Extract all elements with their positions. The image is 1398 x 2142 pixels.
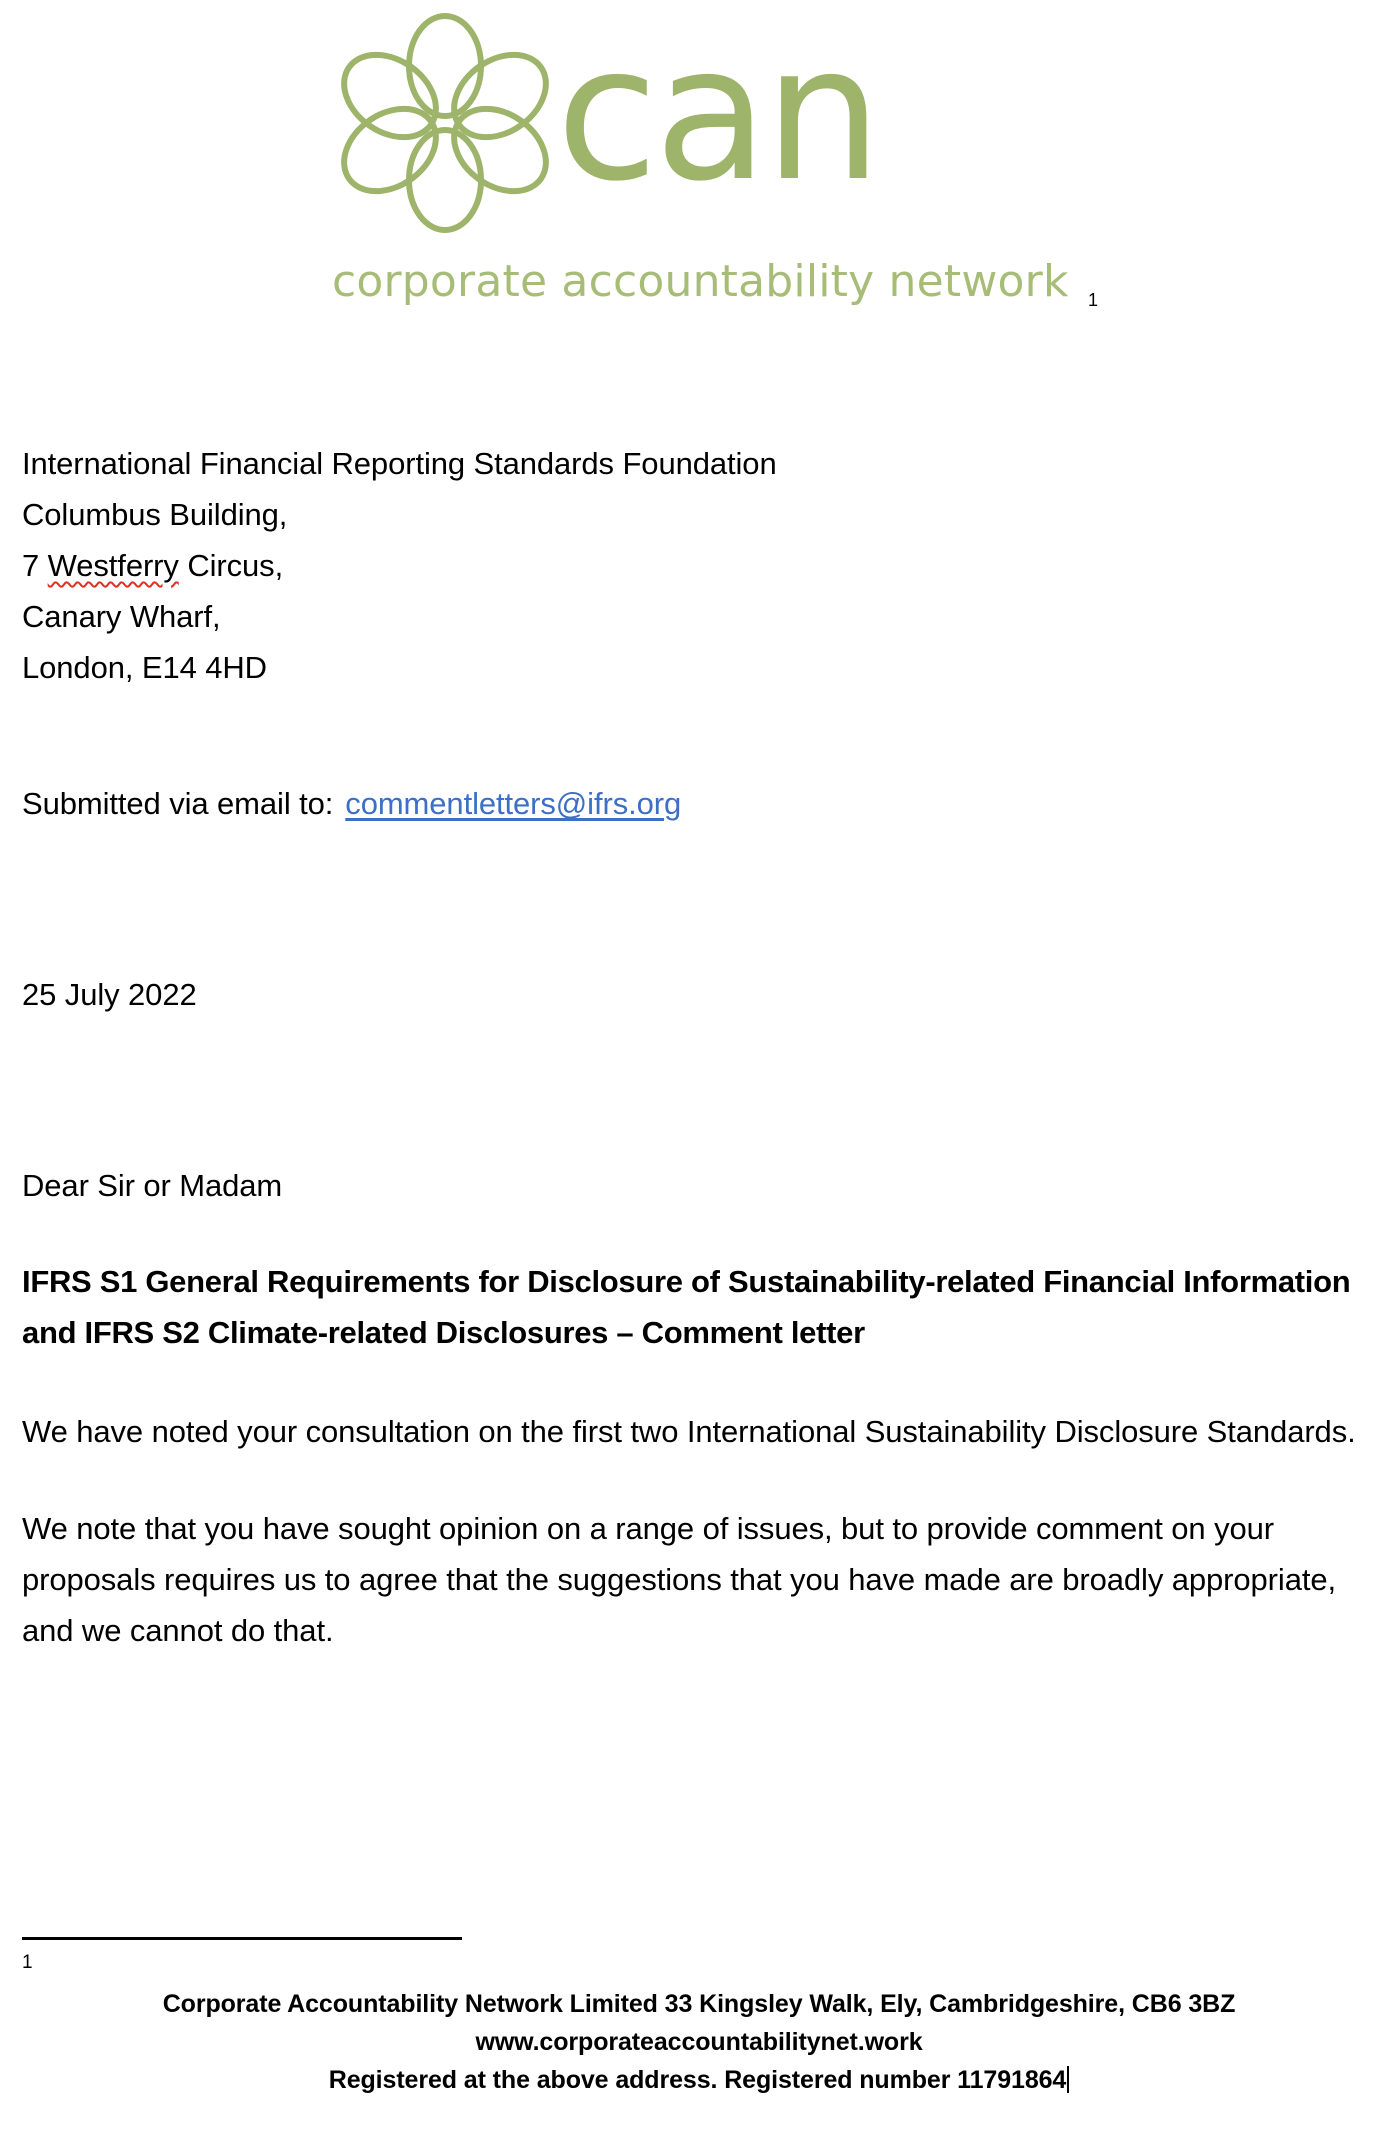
spacer: [22, 1211, 1372, 1256]
recipient-address: [22, 438, 1372, 693]
submitted-label: Submitted via email to:: [22, 786, 334, 821]
logo-footnote-reference: 1: [1088, 290, 1099, 310]
footer-registration-text: Registered at the above address. Registered number 11791864: [328, 2066, 1067, 2094]
spacer: [22, 829, 1372, 969]
footnote-marker: 1: [22, 1952, 33, 1973]
submitted-via-email-line: [22, 778, 1372, 829]
text-cursor: [1067, 2066, 1069, 2093]
brand-logo: [330, 5, 1070, 307]
subject-heading: IFRS S1 General Requirements for Disclosure of Sustainability-related Financial Information and IFRS S2 Climate-related Disclosures – Comment letter: [22, 1264, 1351, 1350]
logo-wordmark: can: [556, 5, 879, 223]
address-line: London, E14 4HD: [22, 650, 267, 685]
spacer: [22, 1020, 1372, 1160]
address-line: International Financial Reporting Standards Foundation: [22, 446, 777, 481]
address-prefix: 7: [22, 548, 48, 583]
page-footer: [0, 1985, 1398, 2099]
letter-body: [22, 438, 1372, 1656]
address-suffix: Circus,: [178, 548, 284, 583]
footer-line-registration: [0, 2061, 1398, 2099]
footnote-separator: [22, 1937, 462, 1940]
logo-row: [330, 5, 1070, 238]
paragraph: We note that you have sought opinion on a range of issues, but to provide comment on your proposals requires us to agree that the suggestions that you have made are broadly appropriate, and we cannot do that.: [22, 1511, 1336, 1648]
letter-date: 25 July 2022: [22, 977, 197, 1012]
spacer: [22, 1457, 1372, 1503]
address-line: Canary Wharf,: [22, 599, 221, 634]
footer-line-website: www.corporateaccountabilitynet.work: [475, 2028, 923, 2056]
salutation: Dear Sir or Madam: [22, 1168, 283, 1203]
spellcheck-misspelled-word: Westferry: [47, 548, 179, 583]
paragraph: We have noted your consultation on the first two International Sustainability Disclosure Standards.: [22, 1414, 1356, 1449]
spacer: [22, 1358, 1372, 1406]
logo-tagline: corporate accountability network: [332, 256, 1069, 307]
can-rosette-logo-mark-icon: [330, 8, 560, 238]
address-line-with-spellcheck: [22, 540, 1372, 591]
comment-letters-email-link[interactable]: commentletters@ifrs.org: [345, 786, 682, 821]
footer-line-company: Corporate Accountability Network Limited 33 Kingsley Walk, Ely, Cambridgeshire, CB6 3BZ: [162, 1990, 1236, 2018]
spacer: [22, 693, 1372, 778]
address-line: Columbus Building,: [22, 497, 288, 532]
